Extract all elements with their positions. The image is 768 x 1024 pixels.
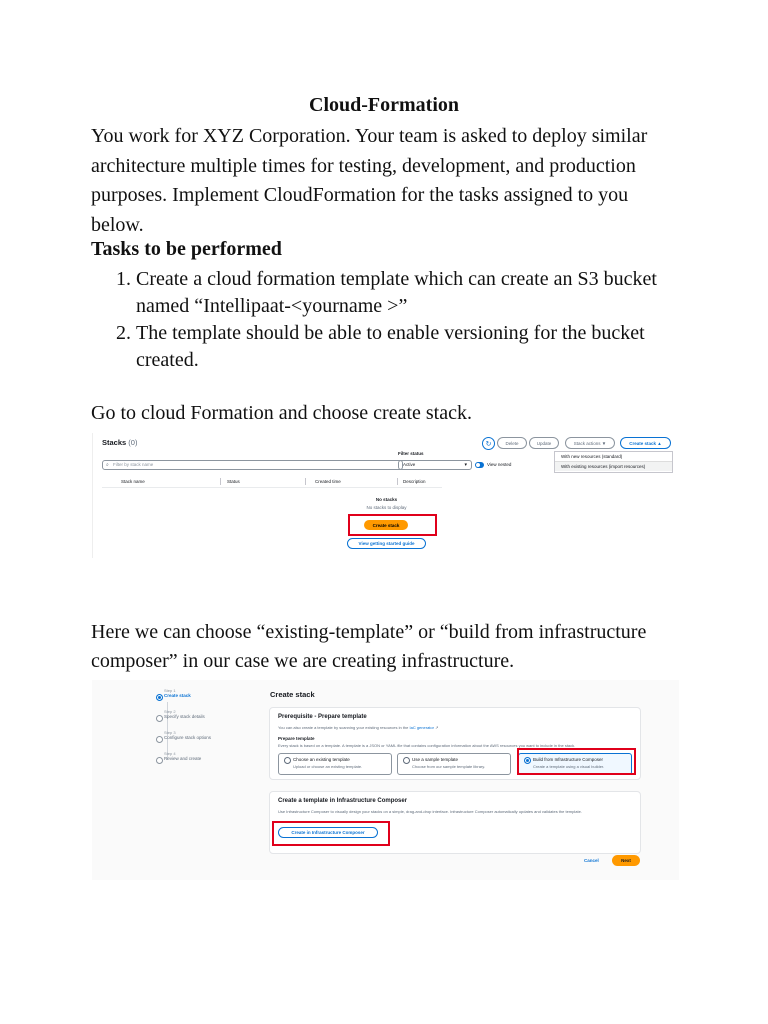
step-dot-icon (156, 736, 163, 743)
cancel-button[interactable]: Cancel (584, 858, 599, 863)
update-button[interactable]: Update (529, 437, 559, 449)
create-in-composer-button[interactable]: Create in Infrastructure Composer (278, 827, 378, 838)
task-list (91, 266, 676, 374)
create-stack-dropdown-button[interactable]: Create stack ▲ (620, 437, 671, 449)
create-stack-screenshot (92, 680, 679, 880)
column-header[interactable]: Created time (315, 479, 341, 484)
intro-paragraph: You work for XYZ Corporation. Your team is asked to deploy similar architecture multiple times for testing, development, and production purposes. Implement CloudFormation for the tasks assigned to you below. (91, 125, 648, 236)
step1-instruction: Go to cloud Formation and choose create stack. (91, 402, 472, 424)
empty-title: No stacks (375, 497, 398, 502)
radio-icon (403, 757, 410, 764)
stacks-screenshot (92, 433, 680, 558)
search-icon: ⌕ (106, 462, 109, 468)
next-button[interactable]: Next (612, 855, 640, 866)
option-sample-template[interactable] (397, 753, 511, 775)
prereq-desc: You can also create a template by scanning your existing resources in the IaC generator ↗ (278, 725, 439, 730)
menu-item-new-resources[interactable]: With new resources (standard) (561, 454, 623, 459)
option-existing-template[interactable] (278, 753, 392, 775)
search-placeholder: Filter by stack name (113, 462, 154, 467)
step-text: Review and create (164, 756, 202, 761)
prepare-template-desc: Every stack is based on a template. A template is a JSON or YAML file that contains configuration information about the AWS resources you want to include in the stack. (278, 743, 576, 748)
column-header[interactable]: Stack name (121, 479, 145, 484)
composer-title: Create a template in Infrastructure Composer (278, 798, 408, 804)
option-title: Choose an existing template (293, 757, 350, 762)
option-desc: Choose from our sample template library. (412, 764, 486, 769)
prereq-title: Prerequisite - Prepare template (278, 714, 367, 720)
wizard-step-4 (164, 751, 201, 761)
create-stack-button[interactable]: Create stack (364, 520, 408, 530)
step-dot-icon (156, 757, 163, 764)
step-label: Step 2 (164, 709, 176, 714)
view-nested-toggle[interactable] (475, 462, 484, 468)
task-item: 2. The template should be able to enable versioning for the bucket created. (136, 320, 676, 374)
refresh-icon[interactable]: ↻ (482, 437, 495, 450)
wizard-step-2 (164, 709, 205, 719)
view-nested-label: View nested (487, 462, 512, 467)
stacks-title: Stacks (0) (102, 438, 138, 447)
stack-actions-button[interactable]: Stack actions ▼ (565, 437, 615, 449)
step-text: Configure stack options (164, 735, 212, 740)
highlight-box-create-stack (348, 514, 437, 536)
menu-item-existing-resources[interactable]: With existing resources (import resources) (555, 461, 672, 471)
prepare-template-label: Prepare template (278, 736, 315, 741)
status-select[interactable] (398, 460, 472, 470)
wizard-step-3 (164, 730, 211, 740)
empty-subtitle: No stacks to display (366, 505, 407, 510)
document-title: Cloud-Formation (309, 94, 459, 116)
highlight-box-composer-button (272, 821, 390, 846)
option-title: Use a sample template (412, 757, 459, 762)
composer-desc: Use Infrastructure Composer to visually design your stacks on a simple, drag-and-drop interface. Infrastructure Composer automatically updates and validates the template. (278, 809, 582, 814)
create-stack-menu (554, 451, 673, 473)
iac-generator-link[interactable]: IaC generator (409, 725, 434, 730)
caret-down-icon: ▾ (464, 462, 467, 468)
column-header[interactable]: Status (227, 479, 240, 484)
external-link-icon: ↗ (435, 725, 439, 730)
step2-instruction: Here we can choose “existing-template” or “build from infrastructure composer” in our case we are creating infrastructure. (91, 621, 647, 672)
step-label: Step 1 (164, 688, 176, 693)
step-label: Step 4 (164, 751, 176, 756)
step-dot-icon (156, 715, 163, 722)
option-title: Build from Infrastructure Composer (533, 757, 604, 762)
tasks-heading: Tasks to be performed (91, 238, 282, 260)
filter-status-label: Filter status (398, 451, 424, 456)
task-item: 1. Create a cloud formation template which can create an S3 bucket named “Intellipaat-<yourname >” (136, 266, 676, 320)
wizard-step-1[interactable] (164, 688, 191, 698)
step-text: Specify stack details (164, 714, 205, 719)
delete-button[interactable]: Delete (497, 437, 527, 449)
highlight-box-composer-option (517, 748, 636, 775)
step-text: Create stack (164, 693, 191, 698)
column-header[interactable]: Description (403, 479, 426, 484)
step-dot-icon (156, 694, 163, 701)
radio-icon (284, 757, 291, 764)
step-label: Step 3 (164, 730, 176, 735)
stack-search-input[interactable] (102, 460, 403, 470)
status-select-value: Active (403, 462, 416, 467)
table-header (102, 477, 442, 488)
option-desc: Create a template using a visual builder. (533, 764, 605, 769)
getting-started-guide-button[interactable]: View getting started guide (347, 538, 426, 549)
page-title: Create stack (270, 690, 315, 699)
option-desc: Upload or choose an existing template. (293, 764, 363, 769)
